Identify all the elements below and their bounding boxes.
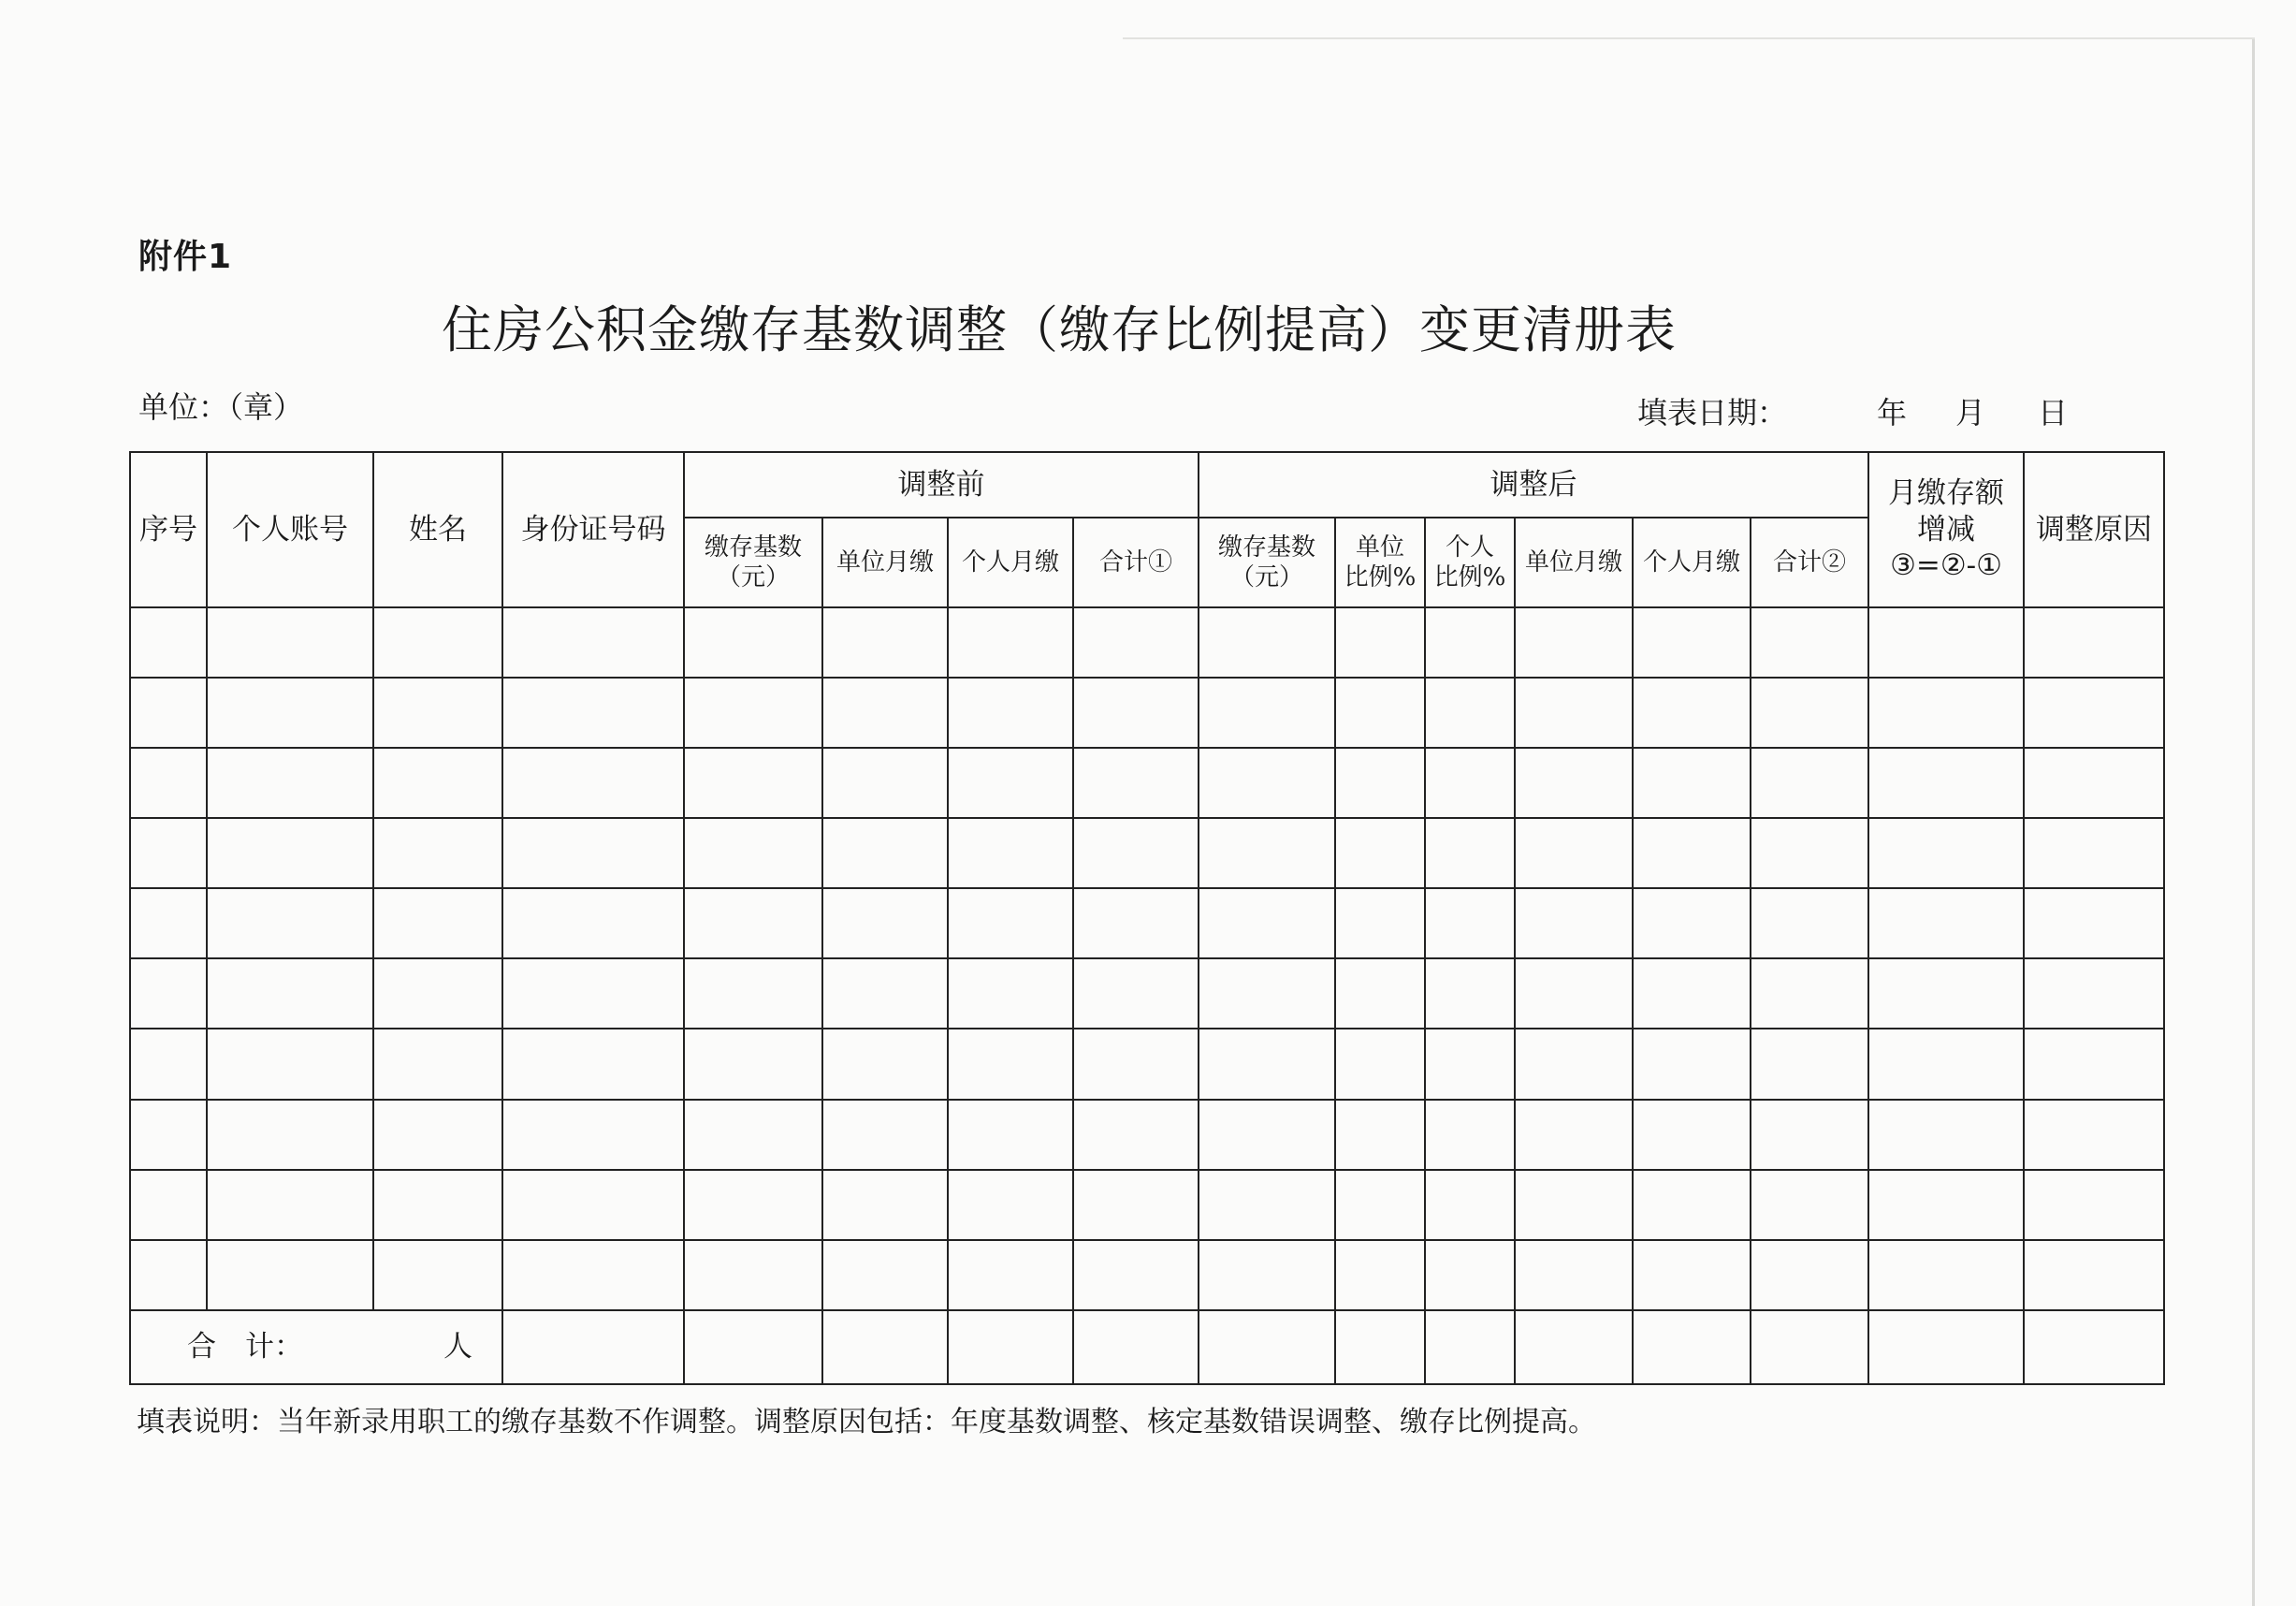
total-cell[interactable] xyxy=(822,1310,948,1384)
header-after-base xyxy=(1199,518,1335,607)
header-after-unit-ratio-line2: 比例% xyxy=(1344,563,1417,591)
table-cell[interactable] xyxy=(948,1100,1073,1170)
table-cell[interactable] xyxy=(2024,1170,2164,1240)
table-cell[interactable] xyxy=(1425,1240,1515,1310)
table-cell[interactable] xyxy=(1868,1170,2024,1240)
total-unit: 人 xyxy=(443,1330,472,1365)
date-day: 日 xyxy=(2038,395,2069,431)
table-cell[interactable] xyxy=(502,1100,684,1170)
table-body xyxy=(130,607,2164,1384)
header-after-personal-monthly: 个人月缴 xyxy=(1633,518,1751,607)
table-cell[interactable] xyxy=(1335,958,1425,1029)
header-after-personal-ratio xyxy=(1425,518,1515,607)
table-cell[interactable] xyxy=(1515,678,1633,748)
table-cell[interactable] xyxy=(1633,1240,1751,1310)
table-cell[interactable] xyxy=(1073,958,1199,1029)
table-cell[interactable] xyxy=(1199,748,1335,818)
table-cell[interactable] xyxy=(1073,1170,1199,1240)
header-monthly-change-formula: ③=②-① xyxy=(1890,548,2002,583)
table-cell[interactable] xyxy=(130,958,207,1029)
table-cell[interactable] xyxy=(1335,1170,1425,1240)
header-reason: 调整原因 xyxy=(2024,452,2164,607)
table-cell[interactable] xyxy=(207,1240,373,1310)
table-cell[interactable] xyxy=(684,1170,822,1240)
total-cell[interactable] xyxy=(1335,1310,1425,1384)
table-cell[interactable] xyxy=(1073,678,1199,748)
table-cell[interactable] xyxy=(1515,958,1633,1029)
table-cell[interactable] xyxy=(1073,818,1199,888)
header-after-unit-monthly: 单位月缴 xyxy=(1515,518,1633,607)
table-cell[interactable] xyxy=(130,1240,207,1310)
header-before-subtotal: 合计① xyxy=(1073,518,1199,607)
header-name: 姓名 xyxy=(373,452,502,607)
table-cell[interactable] xyxy=(1515,748,1633,818)
table-cell[interactable] xyxy=(373,748,502,818)
table-cell[interactable] xyxy=(207,748,373,818)
table-cell[interactable] xyxy=(822,607,948,678)
table-cell[interactable] xyxy=(948,958,1073,1029)
table-cell[interactable] xyxy=(1199,888,1335,958)
header-group-after: 调整后 xyxy=(1199,452,1868,518)
table-cell[interactable] xyxy=(822,1100,948,1170)
table-cell[interactable] xyxy=(1751,607,1868,678)
table-cell[interactable] xyxy=(1335,1240,1425,1310)
total-cell[interactable] xyxy=(1073,1310,1199,1384)
fill-instructions: 填表说明：当年新录用职工的缴存基数不作调整。调整原因包括：年度基数调整、核定基数错误调整、缴存比例提高。 xyxy=(137,1406,1596,1438)
table-cell[interactable] xyxy=(822,958,948,1029)
table-cell[interactable] xyxy=(130,818,207,888)
table-cell[interactable] xyxy=(373,1100,502,1170)
header-monthly-change-line2: 增减 xyxy=(1917,512,1976,547)
table-cell[interactable] xyxy=(502,748,684,818)
table-cell[interactable] xyxy=(684,958,822,1029)
table-cell[interactable] xyxy=(822,1029,948,1099)
fill-date-label: 填表日期： xyxy=(1637,395,1788,431)
header-after-personal-ratio-line2: 比例% xyxy=(1433,563,1506,591)
table-cell[interactable] xyxy=(684,678,822,748)
table-cell[interactable] xyxy=(1751,1029,1868,1099)
table-row xyxy=(130,1100,2164,1170)
table-cell[interactable] xyxy=(1425,1029,1515,1099)
table-cell[interactable] xyxy=(948,1170,1073,1240)
header-account: 个人账号 xyxy=(207,452,373,607)
total-cell[interactable] xyxy=(1633,1310,1751,1384)
table-row xyxy=(130,818,2164,888)
table-cell[interactable] xyxy=(373,607,502,678)
table-cell[interactable] xyxy=(207,1100,373,1170)
table-cell[interactable] xyxy=(207,958,373,1029)
table-cell[interactable] xyxy=(373,888,502,958)
table-cell[interactable] xyxy=(207,678,373,748)
table-cell[interactable] xyxy=(1751,1240,1868,1310)
table-cell[interactable] xyxy=(2024,1029,2164,1099)
table-cell[interactable] xyxy=(822,888,948,958)
table-row xyxy=(130,1029,2164,1099)
table-cell[interactable] xyxy=(1199,607,1335,678)
document-title: 住房公积金缴存基数调整（缴存比例提高）变更清册表 xyxy=(442,300,1677,359)
table-cell[interactable] xyxy=(948,678,1073,748)
header-group-before: 调整前 xyxy=(684,452,1199,518)
table-cell[interactable] xyxy=(207,607,373,678)
table-cell[interactable] xyxy=(1633,1029,1751,1099)
table-cell[interactable] xyxy=(1751,1170,1868,1240)
table-cell[interactable] xyxy=(1335,1029,1425,1099)
table-cell[interactable] xyxy=(1633,678,1751,748)
table-cell[interactable] xyxy=(1073,1240,1199,1310)
table-cell[interactable] xyxy=(1199,1170,1335,1240)
table-cell[interactable] xyxy=(373,678,502,748)
table-cell[interactable] xyxy=(1335,748,1425,818)
table-cell[interactable] xyxy=(373,1029,502,1099)
header-monthly-change-line1: 月缴存额 xyxy=(1888,475,2005,510)
total-row xyxy=(130,1310,2164,1384)
table-cell[interactable] xyxy=(1425,607,1515,678)
table-cell[interactable] xyxy=(684,818,822,888)
table-cell[interactable] xyxy=(373,818,502,888)
table-row xyxy=(130,1170,2164,1240)
table-cell[interactable] xyxy=(373,1240,502,1310)
table-cell[interactable] xyxy=(684,888,822,958)
table-cell[interactable] xyxy=(1073,607,1199,678)
table-cell[interactable] xyxy=(1751,958,1868,1029)
table-cell[interactable] xyxy=(1515,1240,1633,1310)
total-cell[interactable] xyxy=(948,1310,1073,1384)
table-cell[interactable] xyxy=(1199,678,1335,748)
table-cell[interactable] xyxy=(130,1029,207,1099)
scan-edge-line xyxy=(2252,37,2255,1606)
table-cell[interactable] xyxy=(1199,958,1335,1029)
table-cell[interactable] xyxy=(1515,888,1633,958)
table-cell[interactable] xyxy=(1199,818,1335,888)
table-cell[interactable] xyxy=(1633,818,1751,888)
table-cell[interactable] xyxy=(207,818,373,888)
table-cell[interactable] xyxy=(1073,748,1199,818)
table-cell[interactable] xyxy=(1751,748,1868,818)
table-cell[interactable] xyxy=(684,748,822,818)
total-cell[interactable] xyxy=(502,1310,684,1384)
table-cell[interactable] xyxy=(2024,1240,2164,1310)
table-cell[interactable] xyxy=(1335,678,1425,748)
table-cell[interactable] xyxy=(948,748,1073,818)
table-cell[interactable] xyxy=(1751,1100,1868,1170)
table-cell[interactable] xyxy=(1633,958,1751,1029)
table-cell[interactable] xyxy=(1633,748,1751,818)
total-cell[interactable] xyxy=(1868,1310,2024,1384)
table-cell[interactable] xyxy=(1073,1100,1199,1170)
table-cell[interactable] xyxy=(1868,748,2024,818)
table-cell[interactable] xyxy=(1633,607,1751,678)
header-after-unit-ratio xyxy=(1335,518,1425,607)
total-cell[interactable] xyxy=(684,1310,822,1384)
table-cell[interactable] xyxy=(1751,818,1868,888)
header-seq: 序号 xyxy=(130,452,207,607)
table-cell[interactable] xyxy=(502,1240,684,1310)
table-cell[interactable] xyxy=(2024,958,2164,1029)
table-cell[interactable] xyxy=(1868,818,2024,888)
table-cell[interactable] xyxy=(822,748,948,818)
header-before-base-line2: （元） xyxy=(716,563,790,591)
table-cell[interactable] xyxy=(1425,748,1515,818)
table-cell[interactable] xyxy=(2024,678,2164,748)
table-cell[interactable] xyxy=(502,1170,684,1240)
table-cell[interactable] xyxy=(130,607,207,678)
table-cell[interactable] xyxy=(684,1029,822,1099)
table-cell[interactable] xyxy=(1335,818,1425,888)
table-cell[interactable] xyxy=(2024,888,2164,958)
table-row xyxy=(130,748,2164,818)
table-cell[interactable] xyxy=(1335,888,1425,958)
table-cell[interactable] xyxy=(1335,1100,1425,1170)
table-cell[interactable] xyxy=(1425,958,1515,1029)
table-cell[interactable] xyxy=(502,607,684,678)
header-before-personal-monthly: 个人月缴 xyxy=(948,518,1073,607)
attachment-label: 附件1 xyxy=(138,238,233,276)
table-cell[interactable] xyxy=(373,1170,502,1240)
table-row xyxy=(130,958,2164,1029)
table-cell[interactable] xyxy=(1425,1170,1515,1240)
table-cell[interactable] xyxy=(207,1170,373,1240)
table-row xyxy=(130,678,2164,748)
scan-top-line xyxy=(1123,37,2255,39)
table-cell[interactable] xyxy=(948,818,1073,888)
total-cell[interactable] xyxy=(2024,1310,2164,1384)
total-label: 合 计： xyxy=(187,1330,303,1365)
table-cell[interactable] xyxy=(1515,607,1633,678)
table-cell[interactable] xyxy=(1515,1029,1633,1099)
table-cell[interactable] xyxy=(684,1100,822,1170)
table-cell[interactable] xyxy=(207,1029,373,1099)
total-label-cell xyxy=(130,1310,502,1384)
table-row xyxy=(130,1240,2164,1310)
table-cell[interactable] xyxy=(2024,1100,2164,1170)
table-cell[interactable] xyxy=(1868,888,2024,958)
change-register-table xyxy=(129,451,2165,1385)
table-cell[interactable] xyxy=(1199,1029,1335,1099)
table-cell[interactable] xyxy=(502,818,684,888)
total-cell[interactable] xyxy=(1515,1310,1633,1384)
header-id-number: 身份证号码 xyxy=(502,452,684,607)
header-monthly-change xyxy=(1868,452,2024,607)
header-after-personal-ratio-line1: 个人 xyxy=(1445,533,1494,562)
header-after-subtotal: 合计② xyxy=(1751,518,1868,607)
table-cell[interactable] xyxy=(822,678,948,748)
table-cell[interactable] xyxy=(207,888,373,958)
table-cell[interactable] xyxy=(130,748,207,818)
table-cell[interactable] xyxy=(130,1170,207,1240)
table-cell[interactable] xyxy=(1633,1100,1751,1170)
table-cell[interactable] xyxy=(1868,1240,2024,1310)
table-cell[interactable] xyxy=(948,607,1073,678)
table-cell[interactable] xyxy=(1633,1170,1751,1240)
table-cell[interactable] xyxy=(1633,888,1751,958)
table-cell[interactable] xyxy=(1868,958,2024,1029)
header-after-base-line1: 缴存基数 xyxy=(1217,533,1315,562)
header-after-base-line2: （元） xyxy=(1229,563,1303,591)
table-cell[interactable] xyxy=(822,1240,948,1310)
date-year: 年 xyxy=(1877,395,1908,431)
table-cell[interactable] xyxy=(502,678,684,748)
table-cell[interactable] xyxy=(1515,1170,1633,1240)
table-row xyxy=(130,607,2164,678)
table-cell[interactable] xyxy=(130,678,207,748)
table-cell[interactable] xyxy=(502,888,684,958)
table-cell[interactable] xyxy=(948,888,1073,958)
table-cell[interactable] xyxy=(822,1170,948,1240)
table-cell[interactable] xyxy=(1515,818,1633,888)
table-cell[interactable] xyxy=(1073,888,1199,958)
table-cell[interactable] xyxy=(1515,1100,1633,1170)
table-cell[interactable] xyxy=(684,607,822,678)
table-cell[interactable] xyxy=(1335,607,1425,678)
table-cell[interactable] xyxy=(1868,1100,2024,1170)
table-cell[interactable] xyxy=(1425,888,1515,958)
header-before-base xyxy=(684,518,822,607)
table-cell[interactable] xyxy=(130,888,207,958)
table-cell[interactable] xyxy=(1868,1029,2024,1099)
table-cell[interactable] xyxy=(1199,1240,1335,1310)
table-cell[interactable] xyxy=(2024,607,2164,678)
table-cell[interactable] xyxy=(1425,818,1515,888)
table-cell[interactable] xyxy=(1751,678,1868,748)
table-cell[interactable] xyxy=(2024,748,2164,818)
unit-label: 单位：（章） xyxy=(138,389,304,425)
table-cell[interactable] xyxy=(1868,678,2024,748)
header-before-base-line1: 缴存基数 xyxy=(704,533,802,562)
date-month: 月 xyxy=(1955,395,1986,431)
table-cell[interactable] xyxy=(1751,888,1868,958)
table-cell[interactable] xyxy=(1425,1100,1515,1170)
table-cell[interactable] xyxy=(1868,607,2024,678)
table-row xyxy=(130,888,2164,958)
table-cell[interactable] xyxy=(948,1029,1073,1099)
table-cell[interactable] xyxy=(684,1240,822,1310)
table-cell[interactable] xyxy=(948,1240,1073,1310)
total-cell[interactable] xyxy=(1425,1310,1515,1384)
table-cell[interactable] xyxy=(1199,1100,1335,1170)
table-cell[interactable] xyxy=(130,1100,207,1170)
table-cell[interactable] xyxy=(502,1029,684,1099)
total-cell[interactable] xyxy=(1751,1310,1868,1384)
table-cell[interactable] xyxy=(1425,678,1515,748)
table-cell[interactable] xyxy=(1073,1029,1199,1099)
table-cell[interactable] xyxy=(822,818,948,888)
table-cell[interactable] xyxy=(373,958,502,1029)
table-cell[interactable] xyxy=(502,958,684,1029)
table-cell[interactable] xyxy=(2024,818,2164,888)
total-cell[interactable] xyxy=(1199,1310,1335,1384)
header-after-unit-ratio-line1: 单位 xyxy=(1355,533,1404,562)
header-before-unit-monthly: 单位月缴 xyxy=(822,518,948,607)
